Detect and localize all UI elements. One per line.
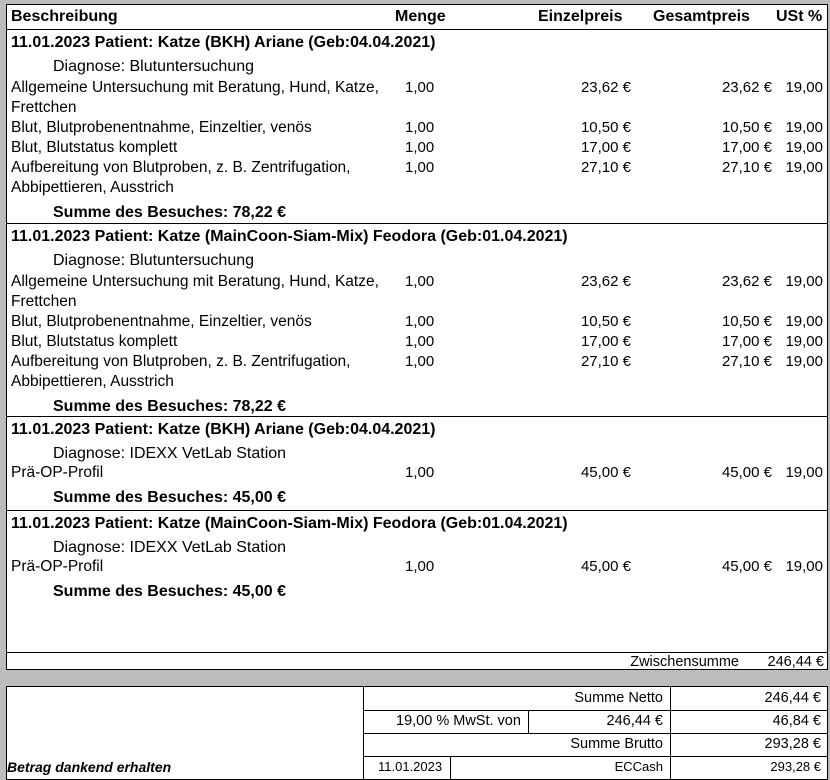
item-vat: 19,00 — [785, 333, 823, 350]
payment-thanks: Betrag dankend erhalten — [7, 759, 172, 775]
item-unit-price: 45,00 € — [580, 558, 631, 575]
visit-sum: Summe des Besuches: 78,22 € — [53, 398, 287, 415]
net-label: Summe Netto — [574, 690, 663, 706]
item-description: Prä-OP-Profil — [11, 558, 104, 575]
item-quantity: 1,00 — [405, 273, 435, 290]
item-vat: 19,00 — [785, 273, 823, 290]
item-quantity: 1,00 — [405, 79, 435, 96]
item-description: Allgemeine Untersuchung mit Beratung, Hund, Katze, Frettchen — [11, 273, 379, 310]
item-unit-price: 45,00 € — [580, 464, 631, 481]
payment-method: ECCash — [614, 759, 663, 774]
item-quantity: 1,00 — [405, 558, 435, 575]
item-vat: 19,00 — [785, 79, 823, 96]
item-description: Blut, Blutprobenentnahme, Einzeltier, venös — [11, 313, 312, 330]
item-vat: 19,00 — [785, 353, 823, 370]
item-quantity: 1,00 — [405, 159, 435, 176]
item-total-price: 17,00 € — [721, 333, 772, 350]
grid-line — [364, 756, 828, 757]
visit-block — [7, 30, 827, 223]
vat-label: 19,00 % MwSt. von — [396, 713, 521, 729]
item-total-price: 45,00 € — [721, 464, 772, 481]
subtotal-value: 246,44 € — [767, 654, 824, 670]
visit-block — [7, 416, 827, 510]
subtotal-label: Zwischensumme — [630, 654, 739, 670]
item-vat: 19,00 — [785, 139, 823, 156]
vat-base: 246,44 € — [606, 713, 663, 729]
visit-title: 11.01.2023 Patient: Katze (BKH) Ariane (Geb:04.04.2021) — [11, 34, 436, 51]
column-quantity: Menge — [395, 8, 446, 25]
item-total-price: 10,50 € — [721, 313, 772, 330]
item-quantity: 1,00 — [405, 333, 435, 350]
grid-line — [450, 756, 451, 780]
visit-sum: Summe des Besuches: 45,00 € — [53, 489, 287, 506]
item-quantity: 1,00 — [405, 464, 435, 481]
item-unit-price: 17,00 € — [580, 333, 631, 350]
item-description: Blut, Blutprobenentnahme, Einzeltier, venös — [11, 119, 312, 136]
item-unit-price: 10,50 € — [580, 119, 631, 136]
item-quantity: 1,00 — [405, 313, 435, 330]
totals-grid — [363, 687, 827, 780]
payment-amount: 293,28 € — [770, 759, 821, 774]
grid-line — [528, 710, 529, 733]
column-header-row — [7, 5, 827, 30]
visit-title: 11.01.2023 Patient: Katze (MainCoon-Siam-Mix) Feodora (Geb:01.04.2021) — [11, 228, 568, 245]
visit-diagnosis: Diagnose: Blutuntersuchung — [53, 252, 255, 269]
item-description: Blut, Blutstatus komplett — [11, 139, 178, 156]
item-description: Aufbereitung von Blutproben, z. B. Zentrifugation, Abbipettieren, Ausstrich — [11, 353, 351, 390]
subtotal-row — [7, 652, 827, 670]
column-description: Beschreibung — [11, 8, 118, 25]
gross-label: Summe Brutto — [570, 736, 663, 752]
visit-title: 11.01.2023 Patient: Katze (MainCoon-Siam-Mix) Feodora (Geb:01.04.2021) — [11, 515, 568, 532]
gross-value: 293,28 € — [764, 736, 821, 752]
item-vat: 19,00 — [785, 558, 823, 575]
item-unit-price: 17,00 € — [580, 139, 631, 156]
item-unit-price: 27,10 € — [580, 159, 631, 176]
item-vat: 19,00 — [785, 464, 823, 481]
item-quantity: 1,00 — [405, 353, 435, 370]
column-total-price: Gesamtpreis — [653, 8, 750, 25]
item-vat: 19,00 — [785, 159, 823, 176]
item-total-price: 45,00 € — [721, 558, 772, 575]
column-vat: USt % — [776, 8, 823, 25]
visit-title: 11.01.2023 Patient: Katze (BKH) Ariane (Geb:04.04.2021) — [11, 421, 436, 438]
visit-sum: Summe des Besuches: 45,00 € — [53, 583, 287, 600]
item-total-price: 23,62 € — [721, 273, 772, 290]
item-unit-price: 27,10 € — [580, 353, 631, 370]
visit-sum: Summe des Besuches: 78,22 € — [53, 204, 287, 221]
item-total-price: 27,10 € — [721, 159, 772, 176]
payment-date: 11.01.2023 — [378, 759, 443, 774]
item-total-price: 23,62 € — [721, 79, 772, 96]
column-unit-price: Einzelpreis — [538, 8, 623, 25]
visit-diagnosis: Diagnose: Blutuntersuchung — [53, 58, 255, 75]
visit-diagnosis: Diagnose: IDEXX VetLab Station — [53, 445, 287, 462]
item-unit-price: 23,62 € — [580, 273, 631, 290]
item-vat: 19,00 — [785, 119, 823, 136]
item-unit-price: 23,62 € — [580, 79, 631, 96]
item-description: Prä-OP-Profil — [11, 464, 104, 481]
invoice-sheet — [6, 4, 828, 670]
visit-block — [7, 510, 827, 604]
grid-line — [364, 733, 828, 734]
visit-block — [7, 223, 827, 416]
item-description: Aufbereitung von Blutproben, z. B. Zentrifugation, Abbipettieren, Ausstrich — [11, 159, 351, 196]
grid-line — [670, 687, 671, 780]
item-total-price: 10,50 € — [721, 119, 772, 136]
totals-panel — [6, 686, 828, 780]
visit-diagnosis: Diagnose: IDEXX VetLab Station — [53, 539, 287, 556]
item-total-price: 27,10 € — [721, 353, 772, 370]
item-quantity: 1,00 — [405, 139, 435, 156]
grid-line — [364, 710, 828, 711]
item-unit-price: 10,50 € — [580, 313, 631, 330]
item-vat: 19,00 — [785, 313, 823, 330]
item-description: Blut, Blutstatus komplett — [11, 333, 178, 350]
item-quantity: 1,00 — [405, 119, 435, 136]
net-value: 246,44 € — [764, 690, 821, 706]
vat-value: 46,84 € — [772, 713, 821, 729]
item-total-price: 17,00 € — [721, 139, 772, 156]
item-description: Allgemeine Untersuchung mit Beratung, Hund, Katze, Frettchen — [11, 79, 379, 116]
